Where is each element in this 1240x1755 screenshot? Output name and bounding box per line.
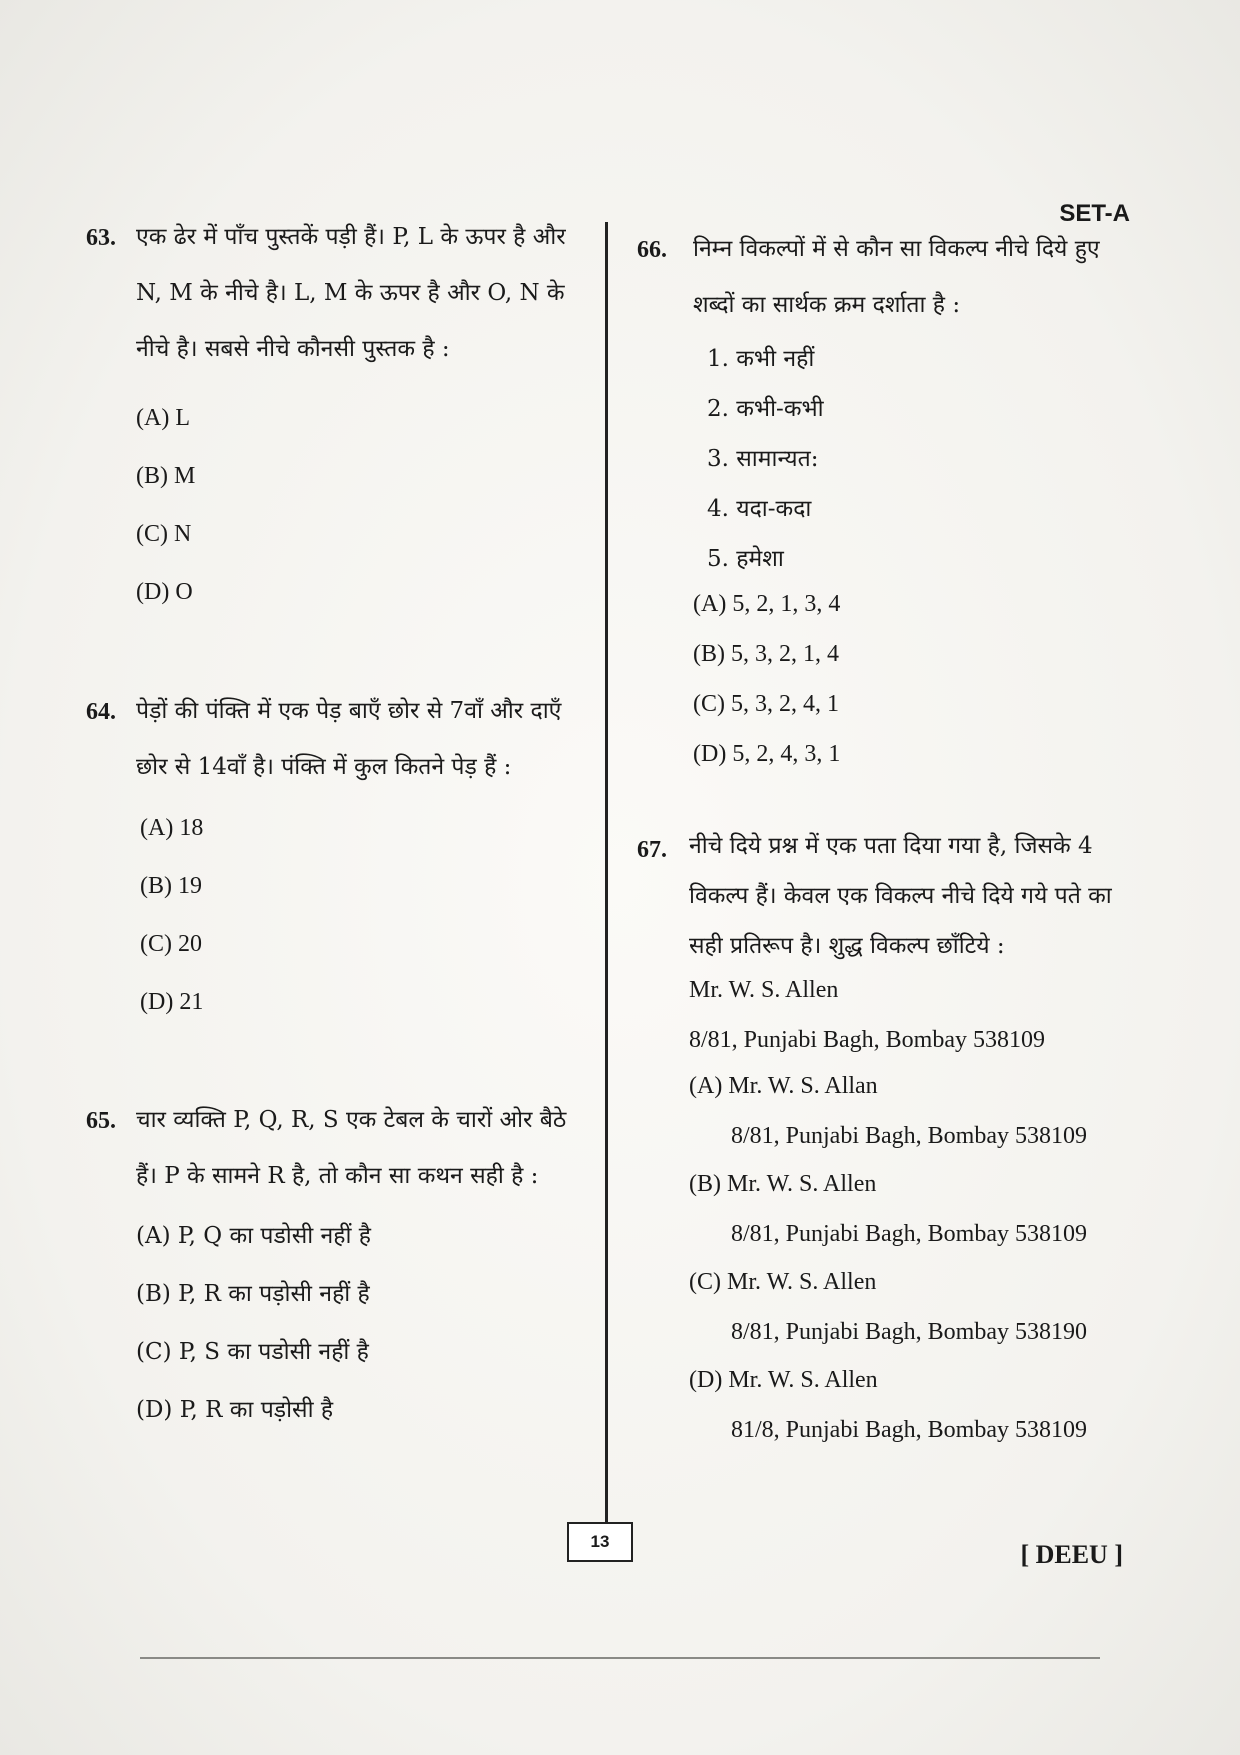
option-d-address: 81/8, Punjabi Bagh, Bombay 538109 <box>731 1417 1087 1443</box>
option-d[interactable]: (D) 21 <box>140 989 204 1015</box>
question-65 <box>86 1107 586 1423</box>
question-number: 67. <box>637 837 667 863</box>
address-name: Mr. W. S. Allen <box>689 977 839 1003</box>
option-b[interactable]: (B) Mr. W. S. Allen <box>689 1171 877 1197</box>
question-66 <box>637 236 1137 767</box>
option-a-address: 8/81, Punjabi Bagh, Bombay 538109 <box>731 1123 1087 1149</box>
option-a[interactable]: (A) L <box>136 405 190 431</box>
address-line: 8/81, Punjabi Bagh, Bombay 538109 <box>689 1027 1045 1053</box>
question-63 <box>86 224 586 605</box>
option-b[interactable]: (B) 5, 3, 2, 1, 4 <box>693 641 839 667</box>
question-number: 66. <box>637 237 667 263</box>
question-number: 63. <box>86 225 116 251</box>
option-c[interactable]: (C) 5, 3, 2, 4, 1 <box>693 691 839 717</box>
option-b-address: 8/81, Punjabi Bagh, Bombay 538109 <box>731 1221 1087 1247</box>
option-c[interactable]: (C) 20 <box>140 931 202 957</box>
set-label: SET-A <box>1059 200 1130 227</box>
question-text: एक ढेर में पाँच पुस्तकें पड़ी हैं। P, L के ऊपर है और N, M के नीचे है। L, M के ऊपर है और O, N के नीचे है। सबसे नीचे कौनसी पुस्तक है : <box>136 224 566 362</box>
option-c[interactable]: (C) Mr. W. S. Allen <box>689 1269 877 1295</box>
bottom-rule <box>140 1657 1100 1659</box>
option-a[interactable]: (A) Mr. W. S. Allan <box>689 1073 878 1099</box>
question-67 <box>637 833 1137 1443</box>
option-c[interactable]: (C) P, S का पडोसी नहीं है <box>136 1339 369 1365</box>
question-64 <box>86 698 586 1015</box>
option-d[interactable]: (D) O <box>136 579 193 605</box>
question-number: 64. <box>86 699 116 725</box>
word-4: 4. यदा-कदा <box>707 496 812 522</box>
option-a[interactable]: (A) 18 <box>140 815 204 841</box>
option-d[interactable]: (D) 5, 2, 4, 3, 1 <box>693 741 841 767</box>
option-d[interactable]: (D) Mr. W. S. Allen <box>689 1367 878 1393</box>
word-1: 1. कभी नहीं <box>707 346 815 372</box>
question-text: पेड़ों की पंक्ति में एक पेड़ बाएँ छोर से 7वाँ और दाएँ छोर से 14वाँ है। पंक्ति में कुल कितने पेड़ हैं : <box>136 698 562 780</box>
option-b[interactable]: (B) M <box>136 463 196 489</box>
question-text: निम्न विकल्पों में से कौन सा विकल्प नीचे दिये हुए शब्दों का सार्थक क्रम दर्शाता है : <box>693 236 1100 318</box>
word-3: 3. सामान्यत: <box>707 446 819 472</box>
booklet-code: [ DEEU ] <box>1020 1540 1123 1569</box>
option-a[interactable]: (A) P, Q का पडोसी नहीं है <box>136 1223 372 1249</box>
word-2: 2. कभी-कभी <box>707 396 824 422</box>
option-b[interactable]: (B) 19 <box>140 873 202 899</box>
option-c[interactable]: (C) N <box>136 521 192 547</box>
page-number: 13 <box>567 1522 633 1562</box>
question-text: चार व्यक्ति P, Q, R, S एक टेबल के चारों ओर बैठे हैं। P के सामने R है, तो कौन सा कथन सही है : <box>136 1107 567 1189</box>
option-a[interactable]: (A) 5, 2, 1, 3, 4 <box>693 591 841 617</box>
option-d[interactable]: (D) P, R का पड़ोसी है <box>136 1397 334 1423</box>
word-5: 5. हमेशा <box>707 546 784 572</box>
question-text: नीचे दिये प्रश्न में एक पता दिया गया है, जिसके 4 विकल्प हैं। केवल एक विकल्प नीचे दिये गये पते का सही प्रतिरूप है। शुद्ध विकल्प छाँटिये : <box>689 833 1112 959</box>
option-c-address: 8/81, Punjabi Bagh, Bombay 538190 <box>731 1319 1087 1345</box>
column-divider <box>605 222 608 1540</box>
question-number: 65. <box>86 1108 116 1134</box>
option-b[interactable]: (B) P, R का पड़ोसी नहीं है <box>136 1281 370 1307</box>
